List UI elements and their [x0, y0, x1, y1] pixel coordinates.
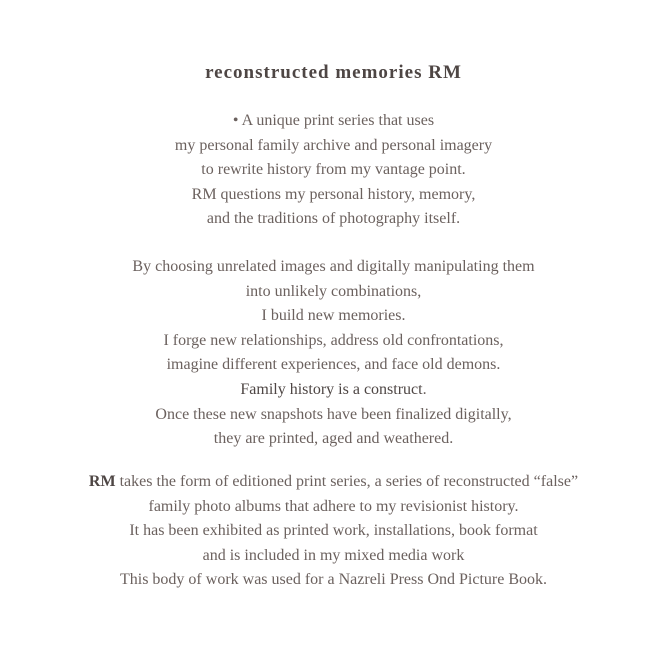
- emphasis-text: Family history is a construct: [240, 380, 423, 398]
- paragraph-exhibition: [0, 470, 667, 593]
- text-line: RM questions my personal history, memory,: [191, 185, 476, 203]
- text-line: Once these new snapshots have been finalized digitally,: [155, 405, 512, 423]
- emphasis-period: .: [422, 380, 427, 398]
- paragraph-intro: [0, 109, 667, 232]
- text-line: to rewrite history from my vantage point.: [201, 161, 466, 179]
- rm-bold: RM: [88, 473, 116, 490]
- paragraph-process: [0, 255, 667, 452]
- text-line: imagine different experiences, and face old demons.: [166, 356, 501, 374]
- text-line: • A unique print series that uses: [232, 112, 435, 129]
- text-line: into unlikely combinations,: [245, 282, 422, 300]
- text-line: and is included in my mixed media work: [202, 546, 465, 564]
- lead-rest: takes the form of editioned print series, a series of reconstructed “false”: [115, 473, 579, 490]
- text-line: they are printed, aged and weathered.: [213, 430, 454, 448]
- text-line: This body of work was used for a Nazreli Press Ond Picture Book.: [119, 571, 548, 589]
- text-line: family photo albums that adhere to my revisionist history.: [148, 497, 519, 515]
- text-line: By choosing unrelated images and digitally manipulating them: [132, 258, 535, 275]
- page-title: reconstructed memories RM: [205, 62, 462, 83]
- text-line: I build new memories.: [261, 307, 406, 325]
- text-line: and the traditions of photography itself.: [206, 210, 461, 228]
- text-line: my personal family archive and personal imagery: [174, 136, 493, 154]
- emphasis-line: [0, 378, 667, 403]
- text-line: I forge new relationships, address old confrontations,: [163, 331, 504, 349]
- lead-line: [0, 470, 667, 495]
- text-line: It has been exhibited as printed work, installations, book format: [129, 522, 538, 540]
